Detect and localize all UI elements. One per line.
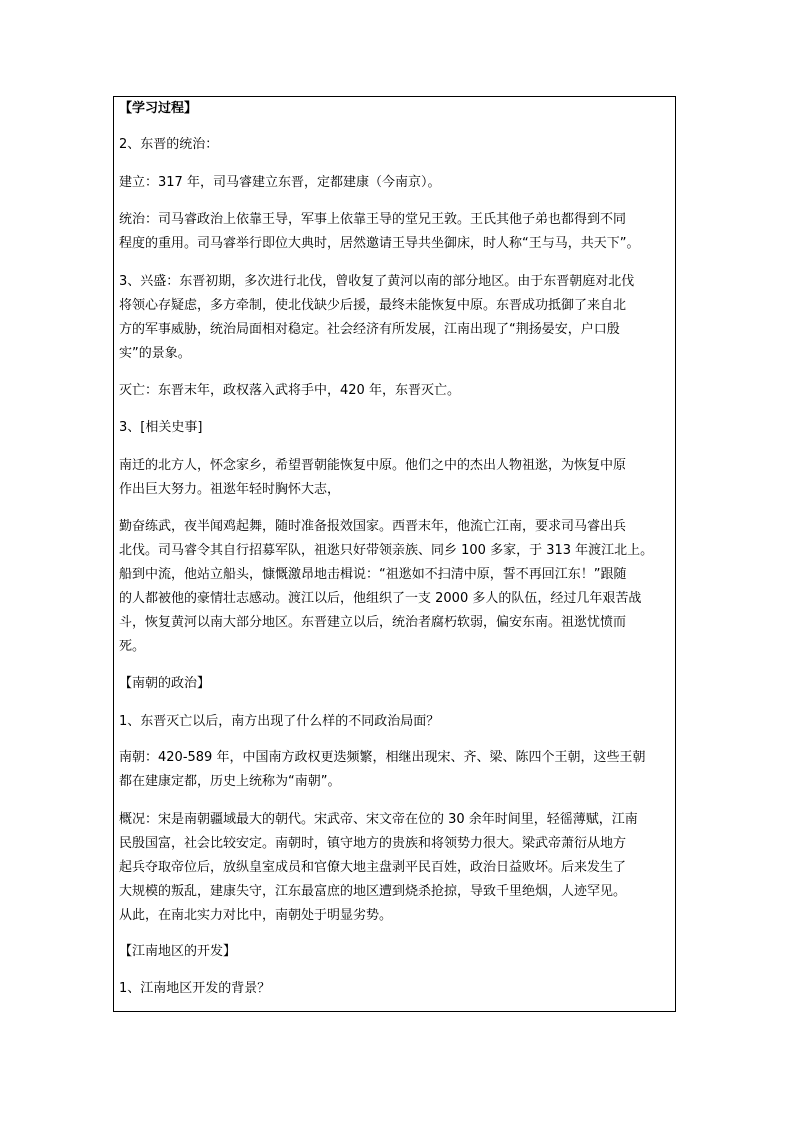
paragraph-question-1 — [119, 710, 675, 734]
text-line: 都在建康定都，历史上统称为“南朝”。 — [119, 774, 341, 789]
text-line: 1、江南地区开发的背景？ — [119, 981, 271, 996]
paragraph-founding — [119, 171, 675, 195]
paragraph-question-2 — [119, 977, 675, 1001]
jiangnan-heading — [119, 940, 675, 964]
text-line: 作出巨大努力。祖逖年轻时胸怀大志， — [119, 482, 341, 497]
text-line: 将领心存疑虑，多方牵制，使北伐缺少后援，最终未能恢复中原。东晋成功抵御了来自北 — [119, 298, 627, 313]
text-line: 北伐。司马睿令其自行招募军队，祖逖只好带领亲族、同乡 100 多家，于 313 年渡江北上。 — [119, 543, 654, 558]
text-line: 勤奋练武，夜半闻鸡起舞，随时准备报效国家。西晋末年，他流亡江南，要求司马睿出兵 — [119, 519, 627, 534]
paragraph-overview — [119, 808, 675, 928]
text-line: 方的军事威胁，统治局面相对稳定。社会经济有所发展，江南出现了“荆扬晏安，户口殷 — [119, 322, 620, 337]
southern-dynasties-heading — [119, 672, 675, 696]
text-line: 程度的重用。司马睿举行即位大典时，居然邀请王导共坐御床，时人称“王与马，共天下”。 — [119, 236, 640, 251]
learning-process-heading — [119, 97, 675, 121]
text-line: 3、[相关史事] — [119, 420, 203, 435]
heading-line: 【南朝的政治】 — [119, 676, 211, 691]
paragraph-related-history — [119, 416, 675, 440]
text-line: 实”的景象。 — [119, 346, 191, 361]
text-line: 概况：宋是南朝疆域最大的朝代。宋武帝、宋文帝在位的 30 余年时间里，轻徭薄赋，江南 — [119, 812, 638, 827]
paragraph-fall — [119, 379, 675, 403]
text-line: 船到中流，他站立船头，慷慨激昂地击楫说：“祖逖如不扫清中原，誓不再回江东！”跟随 — [119, 567, 627, 582]
text-line: 斗，恢复黄河以南大部分地区。东晋建立以后，统治者腐朽软弱，偏安东南。祖逖忧愤而 — [119, 615, 627, 630]
text-line: 的人都被他的豪情壮志感动。渡江以后，他组织了一支 2000 多人的队伍，经过几年艰苦战 — [119, 591, 642, 606]
text-line: 建立：317 年，司马睿建立东晋，定都建康（今南京）。 — [119, 175, 441, 190]
paragraph-eastern-jin-rule — [119, 133, 675, 157]
paragraph-southern-dynasties — [119, 746, 675, 794]
text-line: 1、东晋灭亡以后，南方出现了什么样的不同政治局面？ — [119, 714, 440, 729]
heading-line: 【江南地区的开发】 — [119, 944, 237, 959]
paragraph-northerners — [119, 454, 675, 502]
text-line: 2、东晋的统治： — [119, 137, 219, 152]
paragraph-prosperity — [119, 270, 675, 366]
paragraph-governance — [119, 208, 675, 256]
text-line: 死。 — [119, 639, 146, 654]
heading-line: 【学习过程】 — [119, 101, 198, 116]
text-line: 民殷国富，社会比较安定。南朝时，镇守地方的贵族和将领势力很大。梁武帝萧衍从地方 — [119, 836, 627, 851]
text-line: 3、兴盛：东晋初期，多次进行北伐，曾收复了黄河以南的部分地区。由于东晋朝庭对北伐 — [119, 274, 635, 289]
paragraph-zu-ti — [119, 515, 675, 659]
text-line: 南朝：420-589 年，中国南方政权更迭频繁，相继出现宋、齐、梁、陈四个王朝，这些王朝 — [119, 750, 646, 765]
text-line: 起兵夺取帝位后，放纵皇室成员和官僚大地主盘剥平民百姓，政治日益败坏。后来发生了 — [119, 860, 627, 875]
text-line: 灭亡：东晋末年，政权落入武将手中，420 年，东晋灭亡。 — [119, 383, 460, 398]
text-line: 南迁的北方人，怀念家乡，希望晋朝能恢复中原。他们之中的杰出人物祖逖，为恢复中原 — [119, 458, 627, 473]
text-line: 从此，在南北实力对比中，南朝处于明显劣势。 — [119, 908, 393, 923]
text-line: 统治：司马睿政治上依靠王导，军事上依靠王导的堂兄王敦。王氏其他子弟也都得到不同 — [119, 212, 627, 227]
text-line: 大规模的叛乱，建康失守，江东最富庶的地区遭到烧杀抢掠，导致千里绝烟，人迹罕见。 — [119, 884, 627, 899]
